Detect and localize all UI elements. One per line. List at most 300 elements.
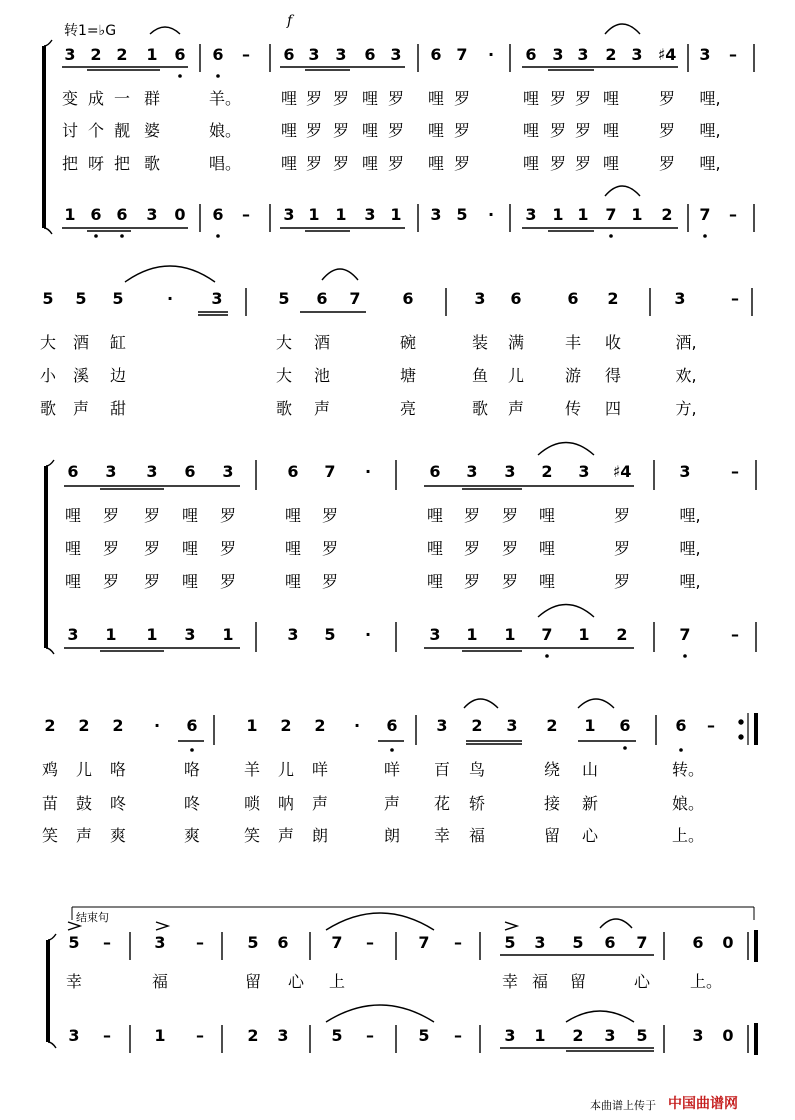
note: 3 [578, 462, 590, 481]
lyric-char: 罗 [501, 539, 519, 558]
lyric-char: 哩 [280, 89, 298, 108]
lyric-char: 鼓 [75, 794, 93, 813]
note: · [153, 716, 161, 735]
note: 3 [506, 716, 518, 735]
note: 6 [90, 205, 102, 224]
lyric-char: 哩 [361, 89, 379, 108]
lyric-char: 羊 [243, 760, 261, 779]
note: 1 [466, 625, 478, 644]
lyric-char: 朗 [383, 826, 401, 845]
note: 7 [349, 289, 361, 308]
note: 6 [619, 716, 631, 735]
lyric-char: 哩 [427, 89, 445, 108]
note: – [454, 1026, 462, 1045]
note: – [731, 289, 739, 308]
note: 2 [247, 1026, 259, 1045]
lyric-char: 个 [87, 121, 105, 140]
note: 3 [390, 45, 402, 64]
lyric-char: 儿 [507, 366, 525, 385]
lyric-char: 百 [433, 760, 451, 779]
lyric-char: 鱼 [471, 366, 489, 385]
lyric-char: 上 [328, 972, 346, 991]
note: · [364, 625, 372, 644]
lyric-char: 哩 [602, 89, 620, 108]
lyric-char: 哩, [679, 572, 701, 591]
lyric-char: 罗 [549, 121, 567, 140]
lyric-char: 罗 [463, 539, 481, 558]
note: – [729, 45, 737, 64]
lyric-char: 哩 [602, 154, 620, 173]
lyric-char: 哩 [64, 572, 82, 591]
note: – [366, 1026, 374, 1045]
lyric-char: 酒, [675, 333, 697, 352]
lyric-char: 新 [581, 794, 599, 813]
lyric-char: 罗 [658, 154, 676, 173]
lyric-char: 呀 [87, 154, 105, 173]
note: – [731, 462, 739, 481]
lyric-char: 哩 [538, 572, 556, 591]
note: – [196, 1026, 204, 1045]
lyric-char: 罗 [321, 572, 339, 591]
note: – [196, 933, 204, 952]
note: · [353, 716, 361, 735]
note: 1 [64, 205, 76, 224]
note: 3 [631, 45, 643, 64]
lyric-char: 罗 [219, 506, 237, 525]
note: 2 [541, 462, 553, 481]
note: 3 [67, 625, 79, 644]
note: 3 [364, 205, 376, 224]
note: 0 [722, 933, 734, 952]
lyric-char: 哩 [64, 506, 82, 525]
lyric-char: 哩 [426, 539, 444, 558]
note: 6 [430, 45, 442, 64]
note: 2 [471, 716, 483, 735]
note: 5 [572, 933, 584, 952]
note: 6 [283, 45, 295, 64]
note: 5 [278, 289, 290, 308]
lyric-char: 得 [604, 366, 622, 385]
note: 2 [78, 716, 90, 735]
lyric-char: 把 [113, 154, 131, 173]
note: 2 [44, 716, 56, 735]
lyric-char: 罗 [453, 89, 471, 108]
note: 3 [211, 289, 223, 308]
note: 6 [316, 289, 328, 308]
lyric-char: 哩 [538, 506, 556, 525]
note: 5 [504, 933, 516, 952]
lyric-char: 罗 [305, 154, 323, 173]
note: ♯4 [657, 45, 677, 64]
note: 5 [68, 933, 80, 952]
lyric-char: 靓 [113, 121, 131, 140]
note: 3 [184, 625, 196, 644]
lyric-char: 哩, [699, 154, 721, 173]
lyric-char: 花 [433, 794, 451, 813]
note: 2 [112, 716, 124, 735]
lyric-char: 唢 [243, 794, 261, 813]
note: 3 [429, 625, 441, 644]
note: · [364, 462, 372, 481]
note: 2 [90, 45, 102, 64]
note: 3 [308, 45, 320, 64]
note: 7 [699, 205, 711, 224]
note: 2 [661, 205, 673, 224]
lyric-char: 爽 [183, 826, 201, 845]
lyric-char: 罗 [102, 506, 120, 525]
lyric-char: 塘 [399, 366, 417, 385]
note: 3 [146, 205, 158, 224]
note: 2 [314, 716, 326, 735]
note: 6 [67, 462, 79, 481]
note: 3 [525, 205, 537, 224]
lyric-char: 朗 [311, 826, 329, 845]
lyric-char: 酒 [313, 333, 331, 352]
lyric-char: 池 [313, 366, 331, 385]
note: 3 [430, 205, 442, 224]
note: 6 [364, 45, 376, 64]
lyric-char: 酒 [72, 333, 90, 352]
lyric-char: 转。 [671, 760, 705, 779]
lyric-char: 婆 [143, 121, 161, 140]
note: 0 [722, 1026, 734, 1045]
note: 1 [222, 625, 234, 644]
lyric-char: 哩 [522, 154, 540, 173]
lyric-char: 装 [471, 333, 489, 352]
lyric-char: 丰 [564, 333, 582, 352]
note: 1 [146, 45, 158, 64]
note: 7 [418, 933, 430, 952]
note: 6 [386, 716, 398, 735]
lyric-char: 大 [275, 333, 293, 352]
lyric-char: 小 [39, 366, 57, 385]
lyric-char: 大 [39, 333, 57, 352]
note: 7 [679, 625, 691, 644]
lyric-char: 呐 [277, 794, 295, 813]
note: 6 [186, 716, 198, 735]
lyric-char: 哩 [64, 539, 82, 558]
note: 6 [604, 933, 616, 952]
lyric-char: 罗 [102, 572, 120, 591]
site-logo[interactable]: 中国曲谱网 [668, 1096, 738, 1112]
note: 6 [675, 716, 687, 735]
lyric-char: 罗 [574, 89, 592, 108]
lyric-char: 上。 [689, 972, 723, 991]
lyric-char: 留 [569, 972, 587, 991]
lyric-char: 罗 [658, 121, 676, 140]
lyric-char: 声 [311, 794, 329, 813]
lyric-char: 咯 [183, 760, 201, 779]
note: 5 [112, 289, 124, 308]
lyric-char: 声 [72, 399, 90, 418]
lyric-char: 传 [564, 399, 582, 418]
lyric-char: 罗 [549, 89, 567, 108]
lyric-char: 罗 [321, 539, 339, 558]
note: 1 [631, 205, 643, 224]
lyric-char: 罗 [219, 572, 237, 591]
lyric-char: 亮 [399, 399, 417, 418]
lyric-char: 四 [604, 399, 622, 418]
note: 3 [679, 462, 691, 481]
note: 6 [212, 205, 224, 224]
note: 3 [699, 45, 711, 64]
note: 6 [402, 289, 414, 308]
lyric-char: 罗 [463, 506, 481, 525]
note: 3 [283, 205, 295, 224]
lyric-char: 罗 [332, 154, 350, 173]
lyric-char: 罗 [143, 539, 161, 558]
ending-label: 结束句 [76, 911, 109, 924]
note: 5 [247, 933, 259, 952]
note: 7 [605, 205, 617, 224]
lyric-char: 羊。 [208, 89, 242, 108]
lyric-char: 哩 [181, 572, 199, 591]
note: · [487, 205, 495, 224]
lyric-char: 歌 [275, 399, 293, 418]
note: 2 [116, 45, 128, 64]
lyric-char: 欢, [675, 366, 697, 385]
lyric-char: 哩 [538, 539, 556, 558]
lyric-char: 收 [604, 333, 622, 352]
note: 7 [541, 625, 553, 644]
lyric-char: 娘。 [671, 794, 705, 813]
lyric-char: 罗 [574, 154, 592, 173]
lyric-char: 变 [61, 89, 79, 108]
lyric-char: 罗 [387, 89, 405, 108]
key-signature: 转1=♭G [64, 23, 117, 39]
lyric-char: 满 [507, 333, 525, 352]
lyric-char: 边 [109, 366, 127, 385]
lyric-char: 声 [277, 826, 295, 845]
lyric-char: 罗 [501, 572, 519, 591]
lyric-char: 绕 [543, 760, 561, 779]
lyric-char: 讨 [61, 121, 79, 140]
lyric-char: 心 [633, 972, 651, 991]
lyric-char: 咩 [311, 760, 329, 779]
lyric-char: 罗 [658, 89, 676, 108]
note: 5 [418, 1026, 430, 1045]
note: 2 [607, 289, 619, 308]
note: – [103, 933, 111, 952]
lyric-char: 碗 [399, 333, 417, 352]
note: 6 [174, 45, 186, 64]
note: 3 [436, 716, 448, 735]
lyric-char: 哩 [284, 506, 302, 525]
lyric-char: 罗 [305, 121, 323, 140]
note: 1 [504, 625, 516, 644]
note: 3 [504, 462, 516, 481]
lyric-char: 群 [143, 89, 161, 108]
lyric-char: 成 [87, 89, 105, 108]
lyric-char: 罗 [549, 154, 567, 173]
note: – [454, 933, 462, 952]
lyric-char: 罗 [453, 121, 471, 140]
lyric-char: 爽 [109, 826, 127, 845]
lyric-char: 声 [507, 399, 525, 418]
lyric-char: 咩 [383, 760, 401, 779]
lyric-char: 哩 [602, 121, 620, 140]
lyric-char: 哩 [280, 154, 298, 173]
lyric-char: 幸 [501, 972, 519, 991]
lyric-char: 福 [468, 826, 486, 845]
note: 1 [584, 716, 596, 735]
note: 2 [605, 45, 617, 64]
lyric-char: 娘。 [208, 121, 242, 140]
note: 1 [335, 205, 347, 224]
lyric-char: 罗 [501, 506, 519, 525]
note: 1 [578, 625, 590, 644]
note: 3 [287, 625, 299, 644]
lyric-char: 罗 [143, 506, 161, 525]
note: 3 [222, 462, 234, 481]
lyric-char: 哩 [361, 121, 379, 140]
lyric-char: 苗 [41, 794, 59, 813]
note: 3 [674, 289, 686, 308]
note: 1 [534, 1026, 546, 1045]
lyric-char: 罗 [463, 572, 481, 591]
lyric-char: 哩 [280, 121, 298, 140]
note: 5 [42, 289, 54, 308]
lyric-char: 哩, [699, 121, 721, 140]
lyric-char: 溪 [72, 366, 90, 385]
note: 6 [184, 462, 196, 481]
lyric-char: 一 [113, 89, 131, 108]
lyric-char: 罗 [332, 121, 350, 140]
note: 1 [105, 625, 117, 644]
note: 3 [64, 45, 76, 64]
lyric-char: 歌 [471, 399, 489, 418]
note: · [487, 45, 495, 64]
lyric-char: 上。 [671, 826, 705, 845]
lyric-char: 哩 [426, 572, 444, 591]
note: 1 [154, 1026, 166, 1045]
lyric-char: 歌 [39, 399, 57, 418]
note: 7 [331, 933, 343, 952]
lyric-char: 罗 [332, 89, 350, 108]
lyric-char: 哩 [181, 506, 199, 525]
lyric-char: 哩 [522, 121, 540, 140]
note: 5 [636, 1026, 648, 1045]
note: 3 [68, 1026, 80, 1045]
note: 6 [277, 933, 289, 952]
lyric-char: 唱。 [208, 154, 242, 173]
note: 2 [546, 716, 558, 735]
note: 3 [692, 1026, 704, 1045]
lyric-char: 方, [675, 399, 697, 418]
note: 5 [75, 289, 87, 308]
note: · [166, 289, 174, 308]
lyric-char: 哩 [181, 539, 199, 558]
lyric-char: 心 [287, 972, 305, 991]
lyric-char: 山 [581, 760, 599, 779]
note: 5 [331, 1026, 343, 1045]
lyric-char: 儿 [75, 760, 93, 779]
note: – [731, 625, 739, 644]
note: 3 [604, 1026, 616, 1045]
lyric-char: 咯 [109, 760, 127, 779]
lyric-char: 幸 [65, 972, 83, 991]
note: 0 [174, 205, 186, 224]
lyric-char: 罗 [613, 572, 631, 591]
lyric-char: 声 [383, 794, 401, 813]
note: 1 [577, 205, 589, 224]
lyric-char: 笑 [41, 826, 59, 845]
note: – [242, 45, 250, 64]
note: – [729, 205, 737, 224]
note: 3 [474, 289, 486, 308]
lyric-char: 声 [75, 826, 93, 845]
note: 3 [534, 933, 546, 952]
note: 6 [287, 462, 299, 481]
note: – [242, 205, 250, 224]
lyric-char: 留 [244, 972, 262, 991]
note: 3 [154, 933, 166, 952]
lyric-char: 罗 [143, 572, 161, 591]
lyric-char: 把 [61, 154, 79, 173]
note: – [366, 933, 374, 952]
note: 6 [567, 289, 579, 308]
lyric-char: 鸟 [468, 760, 486, 779]
note: 6 [692, 933, 704, 952]
lyric-char: 游 [564, 366, 582, 385]
lyric-char: 咚 [183, 794, 201, 813]
note: 3 [105, 462, 117, 481]
lyric-char: 哩 [427, 121, 445, 140]
lyric-char: 幸 [433, 826, 451, 845]
lyric-char: 哩 [284, 539, 302, 558]
note: 1 [246, 716, 258, 735]
note: – [103, 1026, 111, 1045]
lyric-char: 哩 [522, 89, 540, 108]
lyric-char: 哩 [284, 572, 302, 591]
lyric-char: 哩, [679, 506, 701, 525]
note: 2 [280, 716, 292, 735]
lyric-char: 儿 [277, 760, 295, 779]
note: 1 [552, 205, 564, 224]
lyric-char: 鸡 [41, 760, 59, 779]
note: 3 [146, 462, 158, 481]
lyric-char: 哩 [426, 506, 444, 525]
lyric-char: 罗 [453, 154, 471, 173]
note: 5 [456, 205, 468, 224]
note: 2 [616, 625, 628, 644]
lyric-char: 福 [531, 972, 549, 991]
note: 6 [525, 45, 537, 64]
note: 6 [510, 289, 522, 308]
lyric-char: 轿 [468, 794, 486, 813]
lyric-char: 罗 [102, 539, 120, 558]
note: 1 [146, 625, 158, 644]
lyric-char: 大 [275, 366, 293, 385]
lyric-char: 歌 [143, 154, 161, 173]
note: – [707, 716, 715, 735]
note: 1 [390, 205, 402, 224]
lyric-char: 咚 [109, 794, 127, 813]
lyric-char: 心 [581, 826, 599, 845]
note: 2 [572, 1026, 584, 1045]
lyric-char: 哩 [427, 154, 445, 173]
lyric-char: 罗 [574, 121, 592, 140]
note: 3 [577, 45, 589, 64]
note: 3 [277, 1026, 289, 1045]
lyric-char: 罗 [387, 121, 405, 140]
lyric-char: 笑 [243, 826, 261, 845]
note: ♯4 [612, 462, 632, 481]
note: 7 [324, 462, 336, 481]
note: 3 [466, 462, 478, 481]
upload-credit: 本曲谱上传于 [590, 1099, 656, 1112]
lyric-char: 甜 [109, 399, 127, 418]
